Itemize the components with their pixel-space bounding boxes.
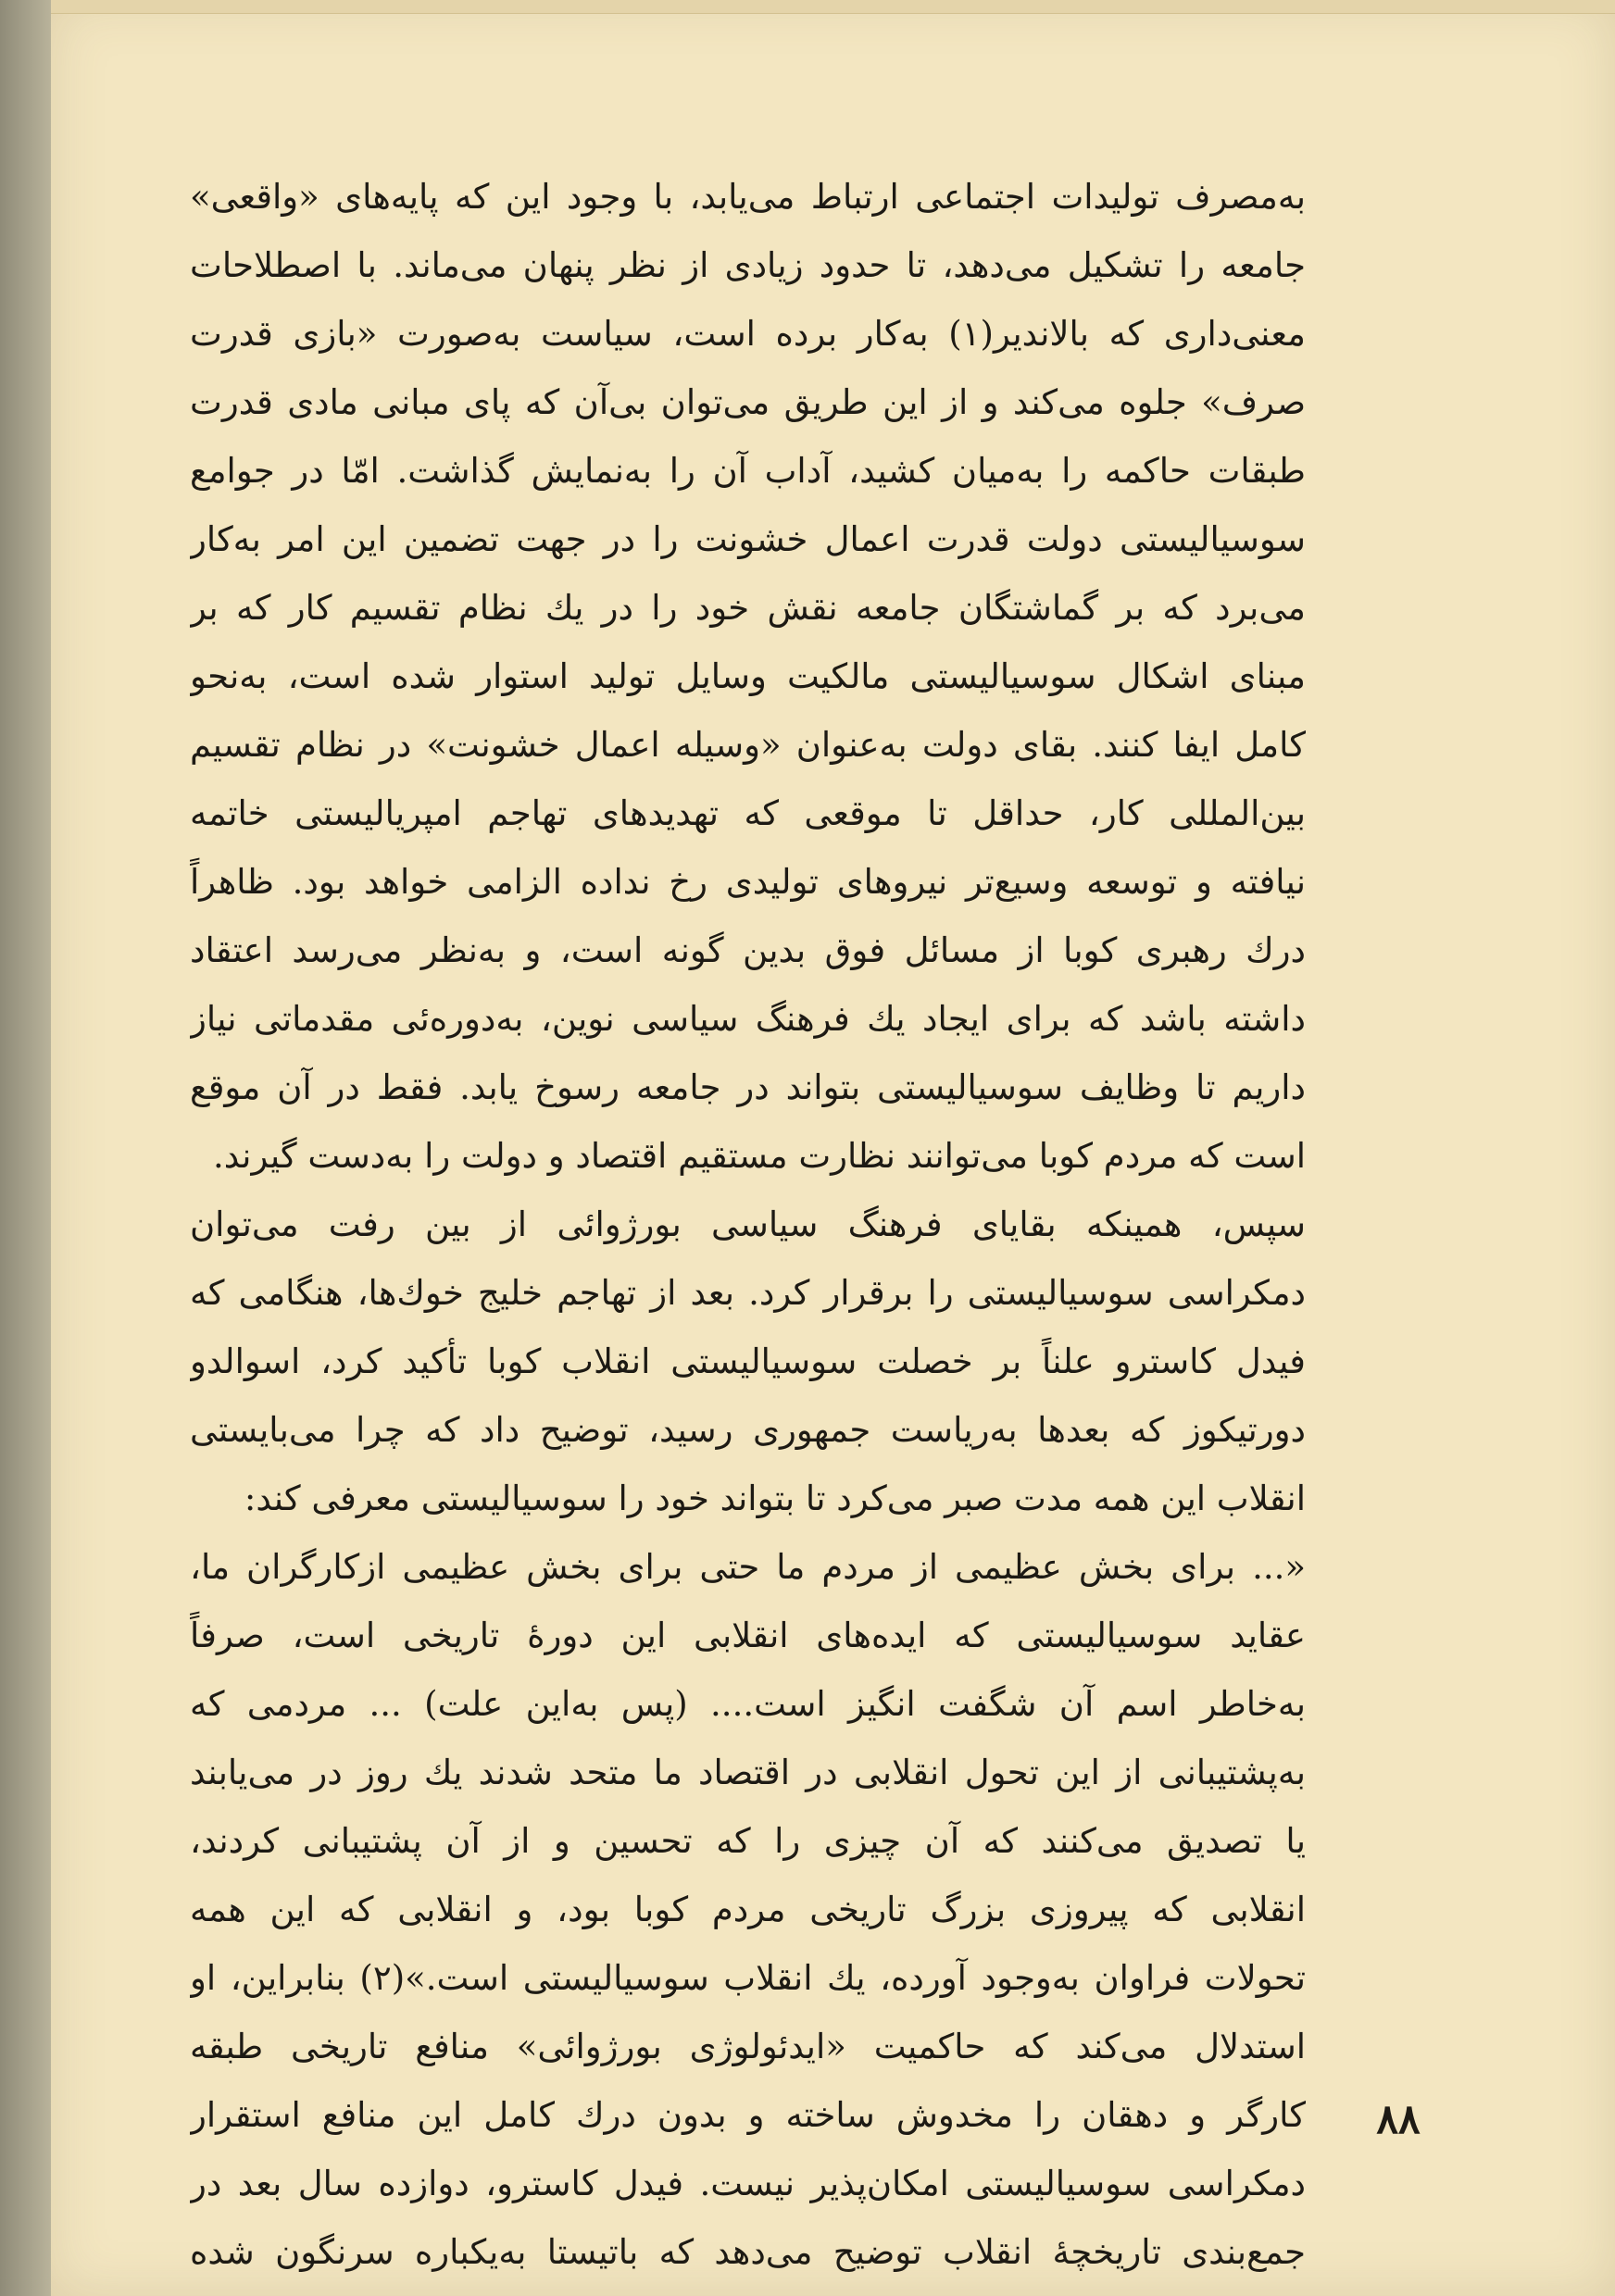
text-line: درك رهبری کوبا از مسائل فوق بدین گونه است، و به‌نظر می‌رسد اعتقاد [190, 930, 1306, 970]
text-line: سپس، همینکه بقایای فرهنگ سیاسی بورژوائی از بین رفت می‌توان [190, 1204, 1306, 1244]
text-line: دورتیکوز که بعدها به‌ریاست جمهوری رسید، توضیح داد که چرا می‌بایستی [190, 1410, 1306, 1450]
text-line: جمع‌بندی تاریخچهٔ انقلاب توضیح می‌دهد که باتیستا به‌یکباره سرنگون شده [190, 2232, 1306, 2272]
text-line: بین‌المللی کار، حداقل تا موقعی که تهدیدهای تهاجم امپریالیستی خاتمه [190, 793, 1306, 833]
text-line: استدلال می‌کند که حاکمیت «ایدئولوژی بورژوائی» منافع تاریخی طبقه [190, 2027, 1306, 2066]
text-line: به‌خاطر اسم آن شگفت انگیز است.... (پس به‌این علت) ... مردمی که [190, 1684, 1306, 1724]
text-line: جامعه را تشکیل می‌دهد، تا حدود زیادی از نظر پنهان می‌ماند. با اصطلاحات [190, 245, 1306, 285]
text-line: صرف» جلوه می‌کند و از این طریق می‌توان بی‌آن که پای مبانی مادی قدرت [190, 382, 1306, 422]
text-line: یا تصدیق می‌کنند که آن چیزی را که تحسین و از آن پشتیبانی کردند، [190, 1821, 1306, 1861]
text-line: انقلابی که پیروزی بزرگ تاریخی مردم کوبا بود، و انقلابی که این همه [190, 1890, 1306, 1929]
text-line: سوسیالیستی دولت قدرت اعمال خشونت را در جهت تضمین این امر به‌کار [190, 519, 1306, 559]
text-line: «... برای بخش عظیمی از مردم ما حتی برای بخش عظیمی ازکارگران ما، [190, 1547, 1306, 1587]
text-line: دمکراسی سوسیالیستی امکان‌پذیر نیست. فیدل کاسترو، دوازده سال بعد در [190, 2164, 1306, 2203]
text-line: داشته باشد که برای ایجاد یك فرهنگ سیاسی نوین، به‌دوره‌ئی مقدماتی نیاز [190, 999, 1306, 1039]
text-line: به‌مصرف تولیدات اجتماعی ارتباط می‌یابد، با وجود این که پایه‌های «واقعی» [190, 177, 1306, 217]
page-top-strip [51, 0, 1615, 14]
text-line: عقاید سوسیالیستی که ایده‌های انقلابی این دورهٔ تاریخی است، صرفاً [190, 1616, 1306, 1655]
text-line: می‌برد که بر گماشتگان جامعه نقش خود را در یك نظام تقسیم کار که بر [190, 588, 1306, 628]
text-line: نیافته و توسعه وسیع‌تر نیروهای تولیدی رخ نداده الزامی خواهد بود. ظاهراً [190, 862, 1306, 902]
text-line: معنی‌داری که بالاندیر(۱) به‌کار برده است، سیاست به‌صورت «بازی قدرت [190, 314, 1306, 354]
text-line: مبنای اشکال سوسیالیستی مالکیت وسایل تولید استوار شده است، به‌نحو [190, 656, 1306, 696]
text-line: دمکراسی سوسیالیستی را برقرار کرد. بعد از تهاجم خلیج خوك‌ها، هنگامی که [190, 1273, 1306, 1313]
text-line: تحولات فراوان به‌وجود آورده، یك انقلاب سوسیالیستی است.»(۲) بنابراین، او [190, 1958, 1306, 1998]
body-text [190, 163, 1306, 2287]
page-number: ۸۸ [1376, 2096, 1421, 2143]
text-line: انقلاب این همه مدت صبر می‌کرد تا بتواند خود را سوسیالیستی معرفی کند: [244, 1479, 1306, 1518]
text-line: کامل ایفا کنند. بقای دولت به‌عنوان «وسیله اعمال خشونت» در نظام تقسیم [190, 725, 1306, 765]
text-line: داریم تا وظایف سوسیالیستی بتواند در جامعه رسوخ یابد. فقط در آن موقع [190, 1067, 1306, 1107]
text-line: فیدل کاسترو علناً بر خصلت سوسیالیستی انقلاب کوبا تأکید کرد، اسوالدو [190, 1341, 1306, 1381]
text-line: کارگر و دهقان را مخدوش ساخته و بدون درك کامل این منافع استقرار [190, 2095, 1306, 2135]
text-line: طبقات حاکمه را به‌میان کشید، آداب آن را به‌نمایش گذاشت. امّا در جوامع [190, 451, 1306, 491]
scan-left-edge [0, 0, 51, 2296]
text-line: به‌پشتیبانی از این تحول انقلابی در اقتصاد ما متحد شدند یك روز در می‌یابند [190, 1753, 1306, 1792]
text-line: است که مردم کوبا می‌توانند نظارت مستقیم اقتصاد و دولت را به‌دست گیرند. [212, 1136, 1306, 1176]
